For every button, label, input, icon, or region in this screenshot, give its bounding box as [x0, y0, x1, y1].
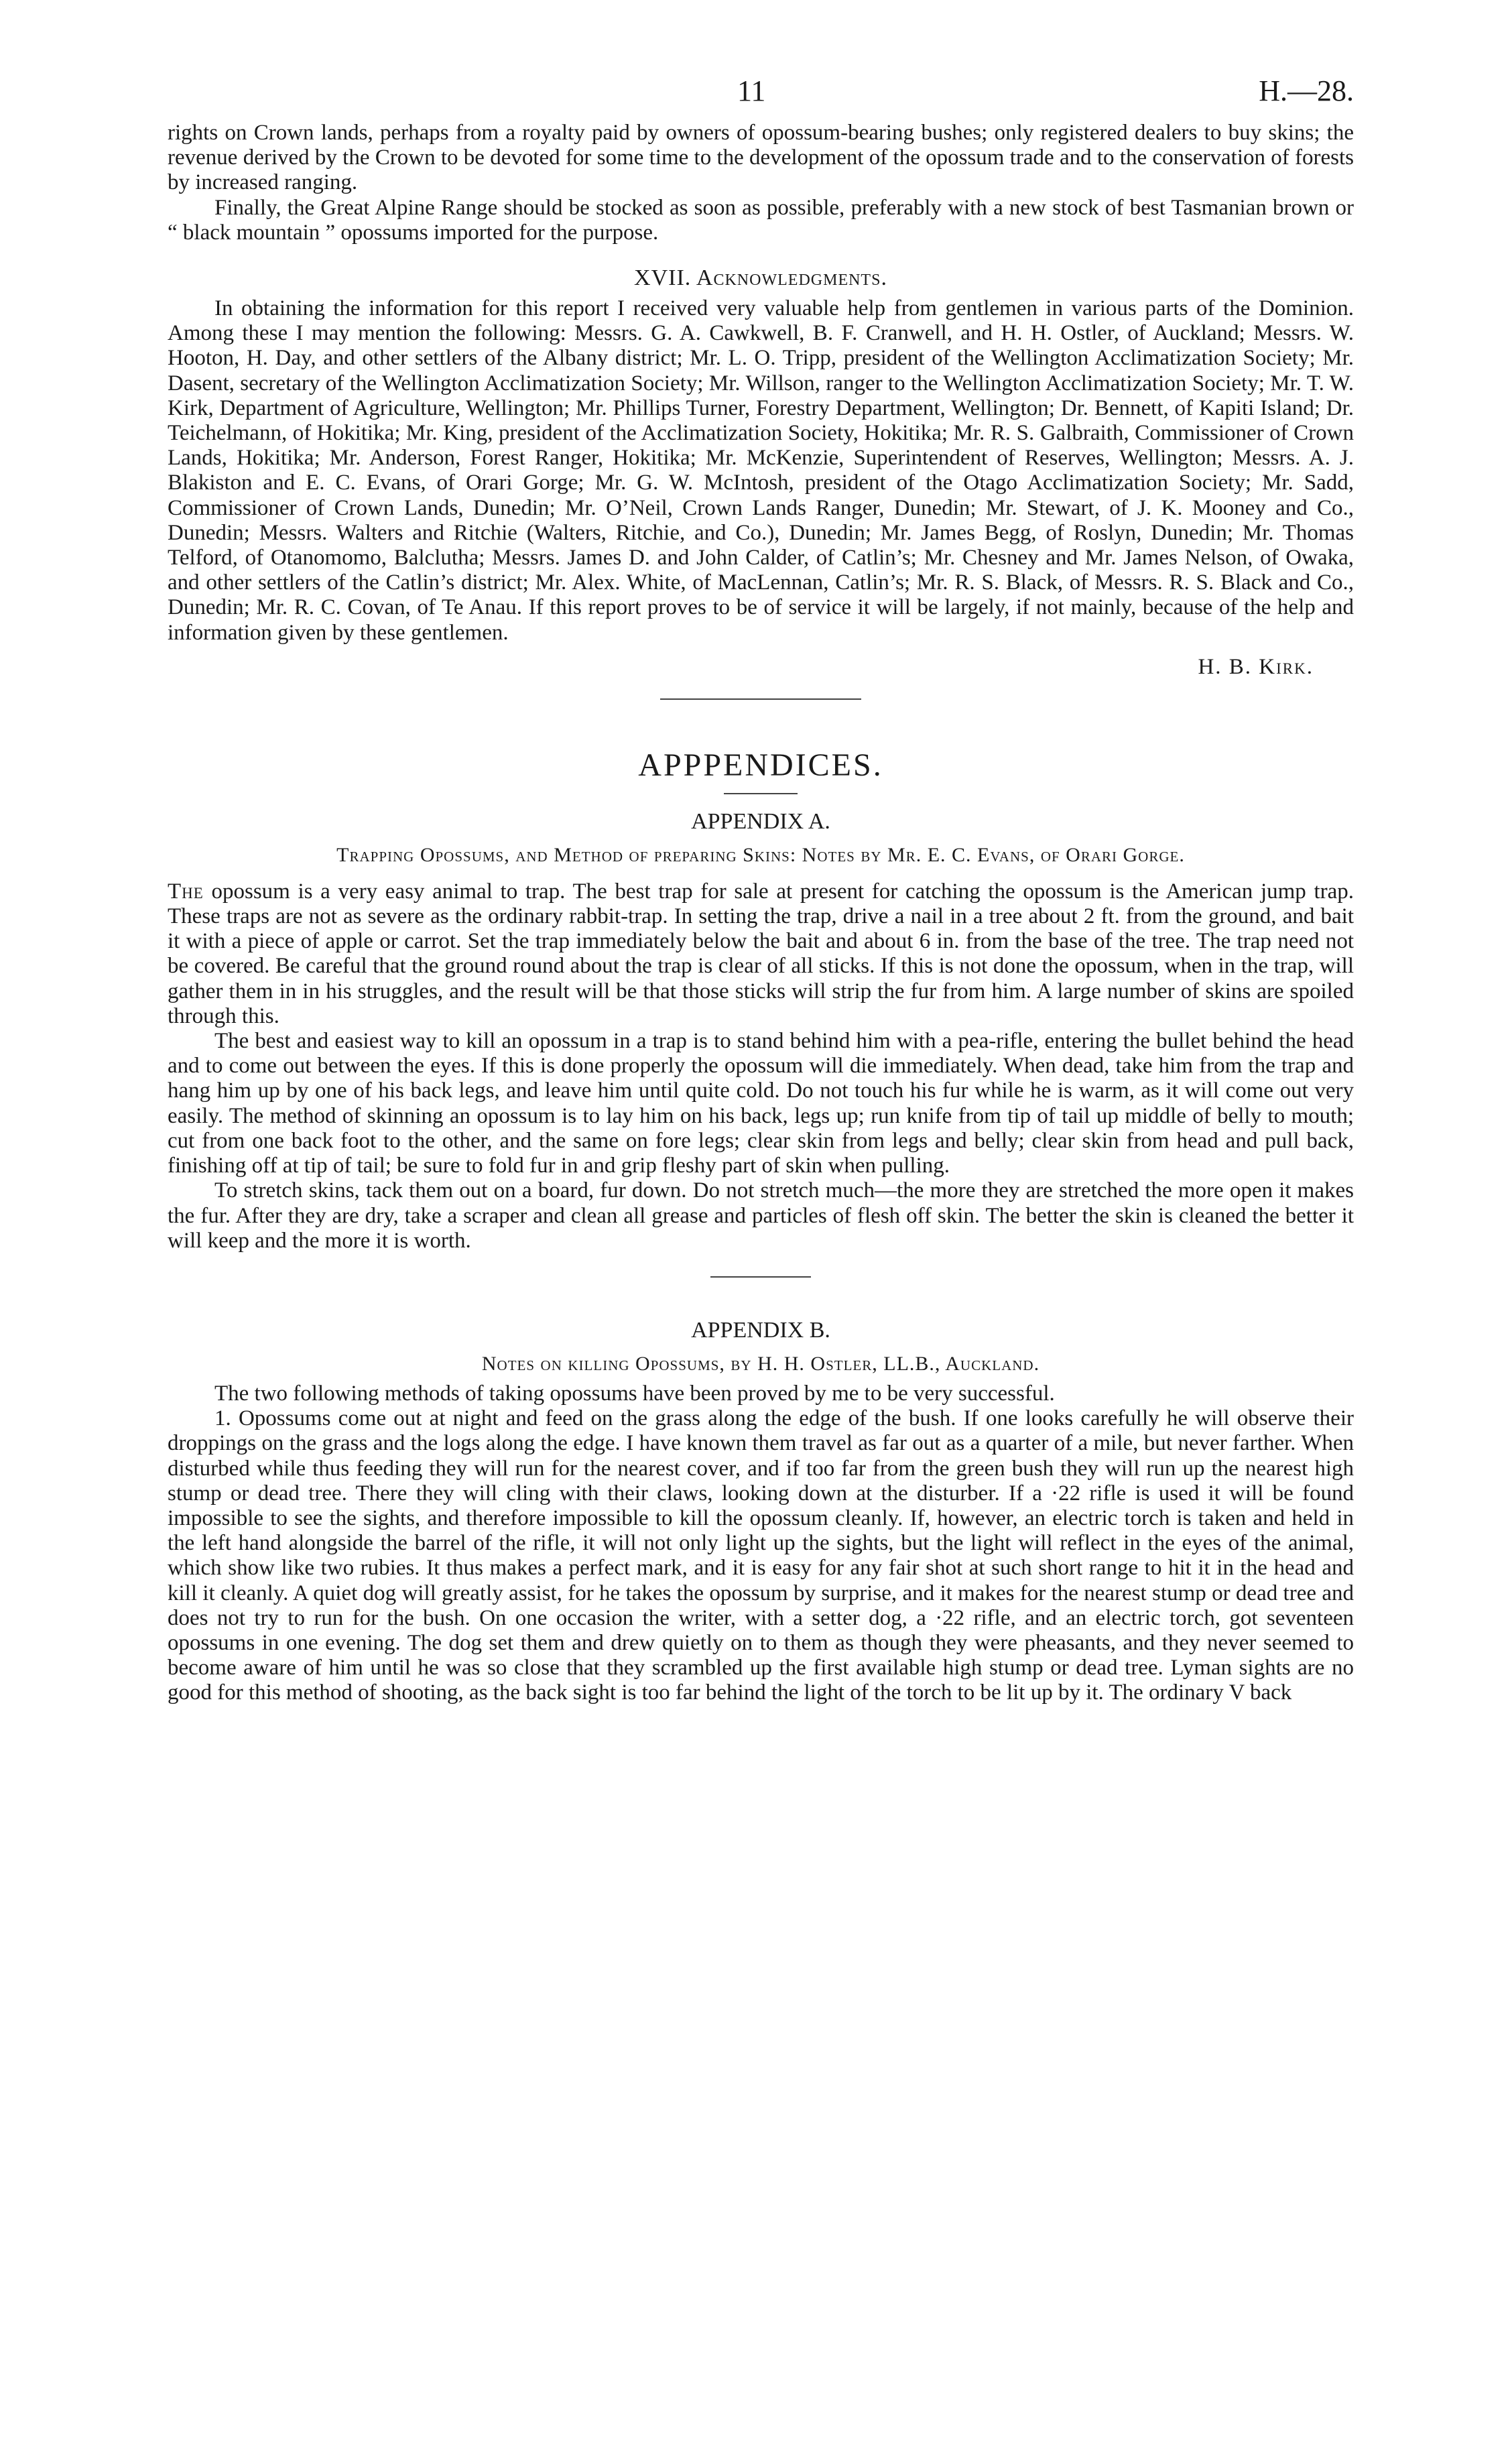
appendix-b-paragraph-2: 1. Opossums come out at night and feed on the grass along the edge of the bush. If one looks carefully he will observe their droppings on the grass and the logs along the edge. I have known them travel as far out as a quarter of a mile, but never farther. When disturbed while thus feeding they will run for the nearest cover, and if too far from the green bush they will run up the nearest high stump or dead tree. There they will cling with their claws, looking down at the disturber. If a ·22 rifle is used it will be found impossible to see the sights, and therefore impossible to kill the opossum cleanly. If, however, an electric torch is taken and held in the left hand alongside the barrel of the rifle, it will not only light up the sights, but the light will reflect in the eyes of the animal, which show like two rubies. It thus makes a perfect mark, and it is easy for any fair shot at such short range to hit it in the head and kill it cleanly. A quiet dog will greatly assist, for he takes the opossum by surprise, and it makes for the nearest stump or dead tree and does not try to run for the bush. On one occasion the writer, with a setter dog, a ·22 rifle, and an electric torch, got seventeen opossums in one evening. The dog set them and drew quietly on to them as though they were pheasants, and they never seemed to become aware of him until he was so close that they scrambled up the first available high stump or dead tree. Lyman sights are no good for this method of shooting, as the back sight is too far behind the light of the torch to be lit up by it. The ordinary V back — [168, 1406, 1354, 1705]
lead-word: The — [168, 879, 204, 904]
intro-paragraph-2: Finally, the Great Alpine Range should be stocked as soon as possible, preferably with a new stock of best Tasmanian brown or “ black mountain ” opossums imported for the purpose. — [168, 195, 1354, 245]
acknowledgments-heading: XVII. Acknowledgments. — [634, 265, 887, 291]
section-divider — [660, 698, 861, 700]
appendix-a-paragraph-1: The opossum is a very easy animal to trap. The best trap for sale at present for catching the opossum is the American jump trap. These traps are not as severe as the ordinary rabbit-trap. In setting the trap, drive a nail in a tree about 2 ft. from the ground, and bait it with a piece of apple or carrot. Set the trap immediately below the bait and about 6 in. from the base of the tree. The trap need not be covered. Be careful that the ground round about the trap is clear of all sticks. If this is not done the opossum, when in the trap, will gather them in in his struggles, and the result will be that those sticks will strip the fur from him. A large number of skins are spoiled through this. — [168, 879, 1354, 1028]
appendix-b-paragraph-1: The two following methods of taking opossums have been proved by me to be very successful. — [214, 1381, 1055, 1406]
signature: H. B. Kirk. — [1198, 654, 1314, 679]
appendix-a-heading: APPENDIX A. — [691, 808, 830, 834]
document-reference: H.—28. — [1259, 74, 1354, 107]
acknowledgments-text: In obtaining the information for this report I received very valuable help from gentlemen in various parts of the Dominion. Among these I may mention the following: Messrs. G. A. Cawkwell, B. F. Cranwell, and H. H. Ostler, of Auckland; Messrs. W. Hooton, H. Day, and other settlers of the Albany district; Mr. L. O. Tripp, president of the Wellington Acclimatization Society; Mr. Dasent, secretary of the Wellington Acclimatization Society; Mr. Willson, ranger to the Wellington Acclimatization Society; Mr. T. W. Kirk, Department of Agriculture, Wellington; Mr. Phillips Turner, Forestry Department, Wellington; Dr. Bennett, of Kapiti Island; Dr. Teichelmann, of Hokitika; Mr. King, president of the Acclimatization Society, Hokitika; Mr. R. S. Galbraith, Commissioner of Crown Lands, Hokitika; Mr. Anderson, Forest Ranger, Hokitika; Mr. McKenzie, Superintendent of Reserves, Wellington; Messrs. A. J. Blakiston and E. C. Evans, of Orari Gorge; Mr. G. W. McIntosh, president of the Otago Acclimatization Society; Mr. Sadd, Commissioner of Crown Lands, Dunedin; Mr. O’Neil, Crown Lands Ranger, Dunedin; Mr. Stewart, of J. K. Mooney and Co., Dunedin; Messrs. Walters and Ritchie (Walters, Ritchie, and Co.), Dunedin; Mr. James Begg, of Roslyn, Dunedin; Mr. Thomas Telford, of Otanomomo, Balclutha; Messrs. James D. and John Calder, of Catlin’s; Mr. Chesney and Mr. James Nelson, of Owaka, and other settlers of the Catlin’s district; Mr. Alex. White, of MacLennan, Catlin’s; Mr. R. S. Black, of Messrs. R. S. Black and Co., Dunedin; Mr. R. C. Covan, of Te Anau. If this report proves to be of service it will be largely, if not mainly, because of the help and information given by these gentlemen. — [168, 296, 1354, 645]
page-number: 11 — [737, 74, 766, 107]
appendix-b-subtitle: Notes on killing Opossums, by H. H. Ostler, LL.B., Auckland. — [481, 1352, 1040, 1375]
appendix-divider — [710, 1276, 811, 1278]
intro-paragraph-1: rights on Crown lands, perhaps from a royalty paid by owners of opossum-bearing bushes; only registered dealers to buy skins; the revenue derived by the Crown to be devoted for some time to the development of the opossum trade and to the conservation of forests by increased ranging. — [168, 121, 1354, 195]
appendix-b-heading: APPENDIX B. — [691, 1317, 830, 1343]
appendix-a-paragraph-2: The best and easiest way to kill an opossum in a trap is to stand behind him with a pea-rifle, entering the bullet behind the head and to come out between the eyes. If this is done properly the opossum will die immediately. When dead, take him from the trap and hang him up by one of his back legs, and leave him until quite cold. Do not touch his fur while he is warm, as it will come out very easily. The method of skinning an opossum is to lay him on his back, legs up; run knife from tip of tail up middle of belly to mouth; cut from one back foot to the other, and the same on fore legs; clear skin from legs and belly; clear skin from head and pull back, finishing off at tip of tail; be sure to fold fur in and grip fleshy part of skin when pulling. — [168, 1029, 1354, 1178]
page-header — [168, 74, 1354, 121]
appendices-title: APPPENDICES. — [638, 747, 883, 783]
appendix-a-subtitle: Trapping Opossums, and Method of preparing Skins: Notes by Mr. E. C. Evans, of Orari Gorge. — [336, 843, 1185, 866]
title-underline — [724, 793, 798, 794]
document-page — [168, 74, 1354, 1706]
appendix-a-paragraph-3: To stretch skins, tack them out on a board, fur down. Do not stretch much—the more they are stretched the more open it makes the fur. After they are dry, take a scraper and clean all grease and particles of flesh off skin. The better the skin is cleaned the better it will keep and the more it is worth. — [168, 1178, 1354, 1253]
